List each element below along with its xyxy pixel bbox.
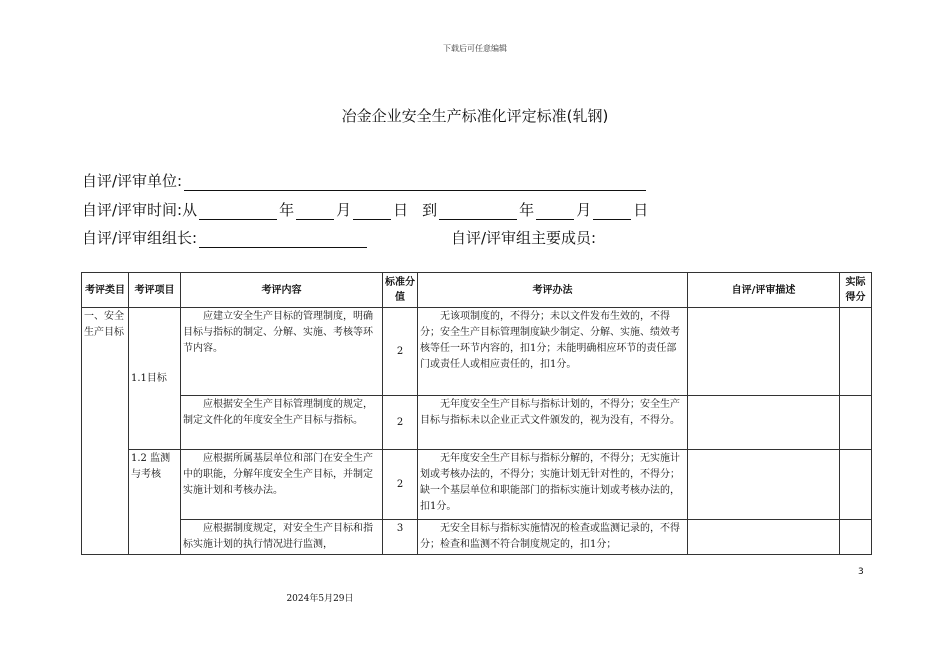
item-cell-2: 1.2 监测与考核 xyxy=(129,450,181,555)
header-content: 考评内容 xyxy=(181,273,383,308)
field-unit xyxy=(82,170,648,191)
start-month-blank[interactable] xyxy=(296,204,334,220)
unit-label: 自评/评审单位: xyxy=(82,172,183,190)
end-month-blank[interactable] xyxy=(536,204,574,220)
description-cell[interactable] xyxy=(688,396,840,450)
item-cell-1: 1.1目标 xyxy=(129,308,181,450)
score-cell: 2 xyxy=(383,396,418,450)
header-category: 考评类目 xyxy=(82,273,129,308)
end-year-blank[interactable] xyxy=(439,204,517,220)
year-label: 年 xyxy=(279,201,295,219)
top-note: 下载后可任意编辑 xyxy=(443,44,507,53)
field-leader xyxy=(82,227,369,248)
content-cell: 应建立安全生产目标的管理制度，明确目标与指标的制定、分解、实施、考核等环节内容。 xyxy=(181,308,383,396)
content-cell: 应根据制度规定，对安全生产目标和指标实施计划的执行情况进行监测， xyxy=(181,520,383,555)
month-label-2: 月 xyxy=(576,201,592,219)
actual-score-cell[interactable] xyxy=(840,308,872,396)
header-description: 自评/评审描述 xyxy=(688,273,840,308)
day-label-2: 日 xyxy=(633,201,649,219)
field-members xyxy=(451,227,596,248)
document-title: 冶金企业安全生产标准化评定标准(轧钢) xyxy=(341,107,609,125)
day-label: 日 xyxy=(393,201,409,219)
method-cell: 无年度安全生产目标与指标计划的，不得分；安全生产目标与指标未以企业正式文件颁发的，视为没有，不得分。 xyxy=(418,396,688,450)
score-cell: 2 xyxy=(383,450,418,520)
page-number: 3 xyxy=(858,567,864,577)
unit-blank[interactable] xyxy=(184,175,646,191)
evaluation-table xyxy=(81,272,872,555)
leader-label: 自评/评审组组长: xyxy=(82,229,198,247)
score-cell: 2 xyxy=(383,308,418,396)
end-day-blank[interactable] xyxy=(593,204,631,220)
method-cell: 无安全目标与指标实施情况的检查或监测记录的，不得分；检查和监测不符合制度规定的，扣1分； xyxy=(418,520,688,555)
to-label: 到 xyxy=(422,201,438,219)
header-actual-score: 实际得分 xyxy=(840,273,872,308)
header-method: 考评办法 xyxy=(418,273,688,308)
table-header-row xyxy=(82,273,872,308)
header-score: 标准分值 xyxy=(383,273,418,308)
description-cell[interactable] xyxy=(688,450,840,520)
table-row xyxy=(82,450,872,520)
start-day-blank[interactable] xyxy=(353,204,391,220)
table-row xyxy=(82,308,872,396)
actual-score-cell[interactable] xyxy=(840,520,872,555)
year-label-2: 年 xyxy=(519,201,535,219)
time-label: 自评/评审时间:从 xyxy=(82,201,198,219)
header-item: 考评项目 xyxy=(129,273,181,308)
table-row xyxy=(82,520,872,555)
month-label: 月 xyxy=(336,201,352,219)
actual-score-cell[interactable] xyxy=(840,450,872,520)
content-cell: 应根据所属基层单位和部门在安全生产中的职能，分解年度安全生产目标，并制定实施计划和考核办法。 xyxy=(181,450,383,520)
actual-score-cell[interactable] xyxy=(840,396,872,450)
category-cell: 一、安全生产目标 xyxy=(82,308,129,555)
score-cell: 3 xyxy=(383,520,418,555)
members-label: 自评/评审组主要成员: xyxy=(451,229,597,247)
description-cell[interactable] xyxy=(688,308,840,396)
table-row xyxy=(82,396,872,450)
method-cell: 无该项制度的，不得分；未以文件发布生效的，不得分；安全生产目标管理制度缺少制定、分解、实施、绩效考核等任一环节内容的，扣1分；未能明确相应环节的责任部门或责任人或相应责任的，扣1分。 xyxy=(418,308,688,396)
description-cell[interactable] xyxy=(688,520,840,555)
leader-blank[interactable] xyxy=(199,232,367,248)
footer-date: 2024年5月29日 xyxy=(286,594,354,604)
method-cell: 无年度安全生产目标与指标分解的，不得分；无实施计划或考核办法的，不得分；实施计划无针对性的，不得分；缺一个基层单位和职能部门的指标实施计划或考核办法的，扣1分。 xyxy=(418,450,688,520)
content-cell: 应根据安全生产目标管理制度的规定，制定文件化的年度安全生产目标与指标。 xyxy=(181,396,383,450)
start-year-blank[interactable] xyxy=(199,204,277,220)
field-time xyxy=(82,199,648,220)
